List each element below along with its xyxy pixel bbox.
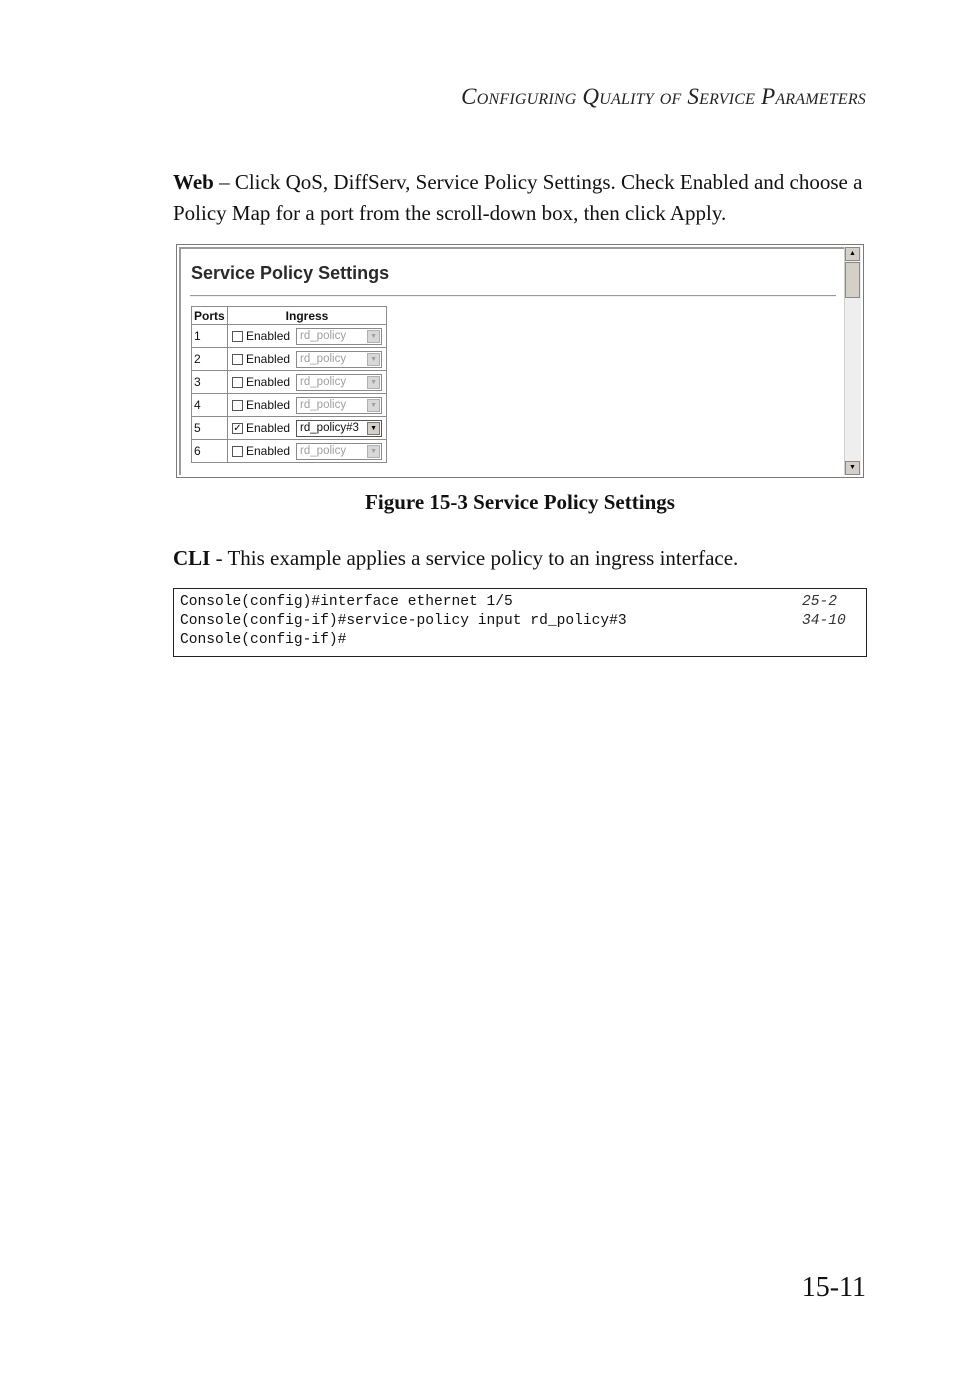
enabled-checkbox[interactable] [232, 446, 243, 457]
ingress-column-header: Ingress [228, 307, 387, 325]
cli-instructions [173, 543, 873, 574]
enabled-checkbox[interactable] [232, 400, 243, 411]
web-lead: Web [173, 170, 214, 194]
enabled-label: Enabled [246, 421, 291, 435]
enabled-label: Enabled [246, 398, 291, 412]
policy-table [191, 306, 387, 463]
web-instructions [173, 167, 873, 229]
table-row [192, 394, 387, 417]
policy-map-select[interactable] [296, 397, 382, 414]
policy-map-select[interactable] [296, 374, 382, 391]
ingress-cell [228, 394, 387, 417]
port-number: 5 [192, 417, 228, 440]
ingress-cell [228, 371, 387, 394]
figure-caption: Figure 15-3 Service Policy Settings [365, 490, 675, 514]
code-line: Console(config-if)# [180, 632, 347, 648]
policy-table-body [192, 325, 387, 463]
table-row [192, 348, 387, 371]
vertical-scrollbar[interactable] [844, 247, 861, 475]
table-row [192, 417, 387, 440]
title-divider [190, 295, 836, 297]
enabled-label: Enabled [246, 375, 291, 389]
enabled-label: Enabled [246, 444, 291, 458]
policy-map-value: rd_policy [300, 375, 347, 388]
dropdown-arrow-icon[interactable]: ▼ [367, 422, 380, 435]
enabled-checkbox[interactable] [232, 377, 243, 388]
ingress-cell [228, 348, 387, 371]
port-number: 2 [192, 348, 228, 371]
dropdown-arrow-icon[interactable]: ▼ [367, 353, 380, 366]
scroll-thumb[interactable] [845, 262, 860, 298]
service-policy-screenshot [176, 244, 864, 478]
ingress-cell [228, 417, 387, 440]
dropdown-arrow-icon[interactable]: ▼ [367, 376, 380, 389]
cli-instructions-text: - This example applies a service policy to an ingress interface. [210, 546, 739, 570]
dropdown-arrow-icon[interactable]: ▼ [367, 399, 380, 412]
code-page-ref: 25-2 [802, 594, 838, 610]
policy-map-value: rd_policy [300, 398, 347, 411]
table-row [192, 440, 387, 463]
code-page-ref: 34-10 [802, 613, 846, 629]
port-number: 4 [192, 394, 228, 417]
panel-title: Service Policy Settings [191, 263, 390, 283]
policy-map-select[interactable] [296, 351, 382, 368]
enabled-label: Enabled [246, 329, 291, 343]
code-line: Console(config)#interface ethernet 1/5 [180, 594, 513, 610]
table-row [192, 371, 387, 394]
enabled-checkbox[interactable] [232, 331, 243, 342]
scroll-up-arrow-icon[interactable]: ▲ [845, 247, 860, 261]
running-header: Configuring Quality of Service Parameters [461, 84, 866, 109]
page-number: 15-11 [801, 1272, 866, 1303]
port-number: 1 [192, 325, 228, 348]
enabled-checkbox[interactable]: ✓ [233, 422, 242, 434]
policy-map-value: rd_policy [300, 329, 347, 342]
policy-map-select[interactable] [296, 328, 382, 345]
web-instructions-text: – Click QoS, DiffServ, Service Policy Settings. Check Enabled and choose a Policy Map for a port from the scroll-down box, then click Apply. [173, 170, 863, 225]
policy-map-value: rd_policy [300, 352, 347, 365]
cli-code-block [173, 588, 867, 657]
dropdown-arrow-icon[interactable]: ▼ [367, 445, 380, 458]
dropdown-arrow-icon[interactable]: ▼ [367, 330, 380, 343]
ports-column-header: Ports [192, 307, 228, 325]
ingress-cell [228, 325, 387, 348]
policy-map-value: rd_policy [300, 444, 347, 457]
enabled-checkbox[interactable] [232, 354, 243, 365]
table-row [192, 325, 387, 348]
cli-lead: CLI [173, 546, 211, 570]
policy-map-select[interactable] [296, 420, 382, 437]
policy-map-select[interactable] [296, 443, 382, 460]
enabled-label: Enabled [246, 352, 291, 366]
code-line: Console(config-if)#service-policy input rd_policy#3 [180, 613, 627, 629]
scroll-down-arrow-icon[interactable]: ▼ [845, 461, 860, 475]
policy-map-value: rd_policy#3 [300, 421, 359, 434]
ingress-cell [228, 440, 387, 463]
port-number: 3 [192, 371, 228, 394]
port-number: 6 [192, 440, 228, 463]
